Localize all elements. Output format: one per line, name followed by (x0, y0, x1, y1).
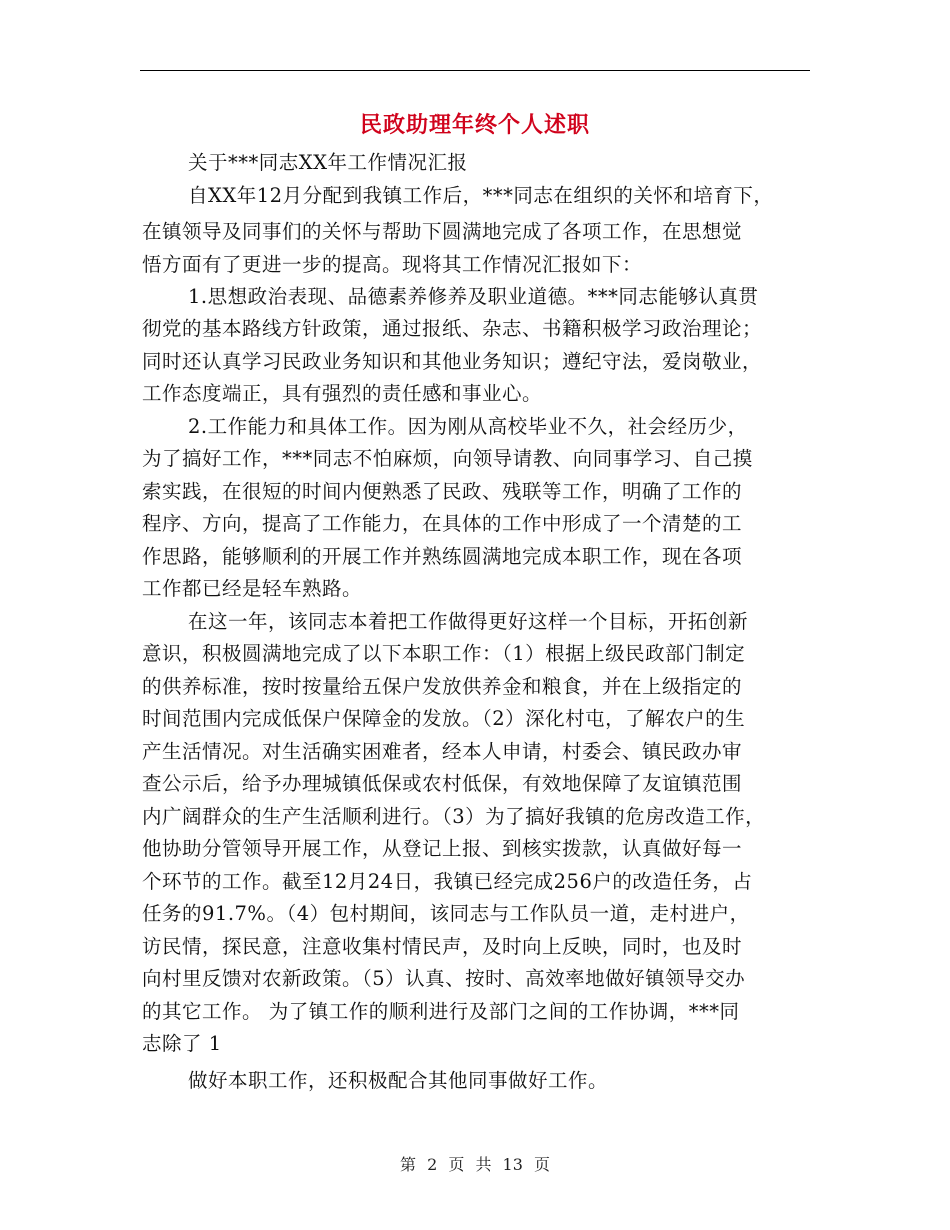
body-line: 索实践，在很短的时间内便熟悉了民政、残联等工作，明确了工作的 (142, 480, 743, 503)
body-line: 志除了 1 (142, 1032, 222, 1055)
body-line: 1.思想政治表现、品德素养修养及职业道德。***同志能够认真贯 (188, 285, 759, 308)
page-footer: 第 2 页 共 13 页 (400, 1155, 550, 1174)
body-line: 工作态度端正，具有强烈的责任感和事业心。 (142, 382, 543, 405)
body-line: 程序、方向，提高了工作能力，在具体的工作中形成了一个清楚的工 (142, 512, 743, 535)
body-line: 访民情，探民意，注意收集村情民声，及时向上反映，同时，也及时 (142, 935, 743, 958)
body-line: 作思路，能够顺利的开展工作并熟练圆满地完成本职工作，现在各项 (142, 545, 743, 568)
header-rule (140, 70, 810, 71)
body-line: 为了搞好工作，***同志不怕麻烦，向领导请教、向同事学习、自己摸 (142, 447, 753, 470)
body-line: 内广阔群众的生产生活顺利进行。（3）为了搞好我镇的危房改造工作， (142, 805, 766, 828)
body-line: 同时还认真学习民政业务知识和其他业务知识；遵纪守法，爱岗敬业， (142, 350, 763, 373)
body-line: 在镇领导及同事们的关怀与帮助下圆满地完成了各项工作，在思想觉 (142, 220, 743, 243)
body-line: 关于***同志XX年工作情况汇报 (188, 151, 468, 174)
body-line: 做好本职工作，还积极配合其他同事做好工作。 (188, 1069, 609, 1092)
body-line: 彻党的基本路线方针政策，通过报纸、杂志、书籍积极学习政治理论； (142, 317, 763, 340)
body-line: 自XX年12月分配到我镇工作后，***同志在组织的关怀和培育下， (188, 184, 774, 207)
body-line: 的供养标准，按时按量给五保户发放供养金和粮食，并在上级指定的 (142, 675, 743, 698)
body-line: 向村里反馈对农新政策。（5）认真、按时、高效率地做好镇领导交办 (142, 967, 746, 990)
body-line: 任务的91.7%。（4）包村期间，该同志与工作队员一道，走村进户， (142, 902, 750, 925)
body-line: 个环节的工作。截至12月24日，我镇已经完成256户的改造任务，占 (142, 870, 753, 893)
body-line: 在这一年，该同志本着把工作做得更好这样一个目标，开拓创新 (188, 610, 749, 633)
body-line: 悟方面有了更进一步的提高。现将其工作情况汇报如下： (142, 253, 643, 276)
body-line: 查公示后，给予办理城镇低保或农村低保，有效地保障了友谊镇范围 (142, 772, 743, 795)
body-line: 2.工作能力和具体工作。因为刚从高校毕业不久，社会经历少， (188, 415, 748, 438)
body-line: 工作都已经是轻车熟路。 (142, 577, 363, 600)
body-line: 产生活情况。对生活确实困难者，经本人申请，村委会、镇民政办审 (142, 740, 743, 763)
body-line: 他协助分管领导开展工作，从登记上报、到核实拨款，认真做好每一 (142, 837, 743, 860)
document-title: 民政助理年终个人述职 (359, 112, 590, 138)
body-line: 时间范围内完成低保户保障金的发放。（2）深化村屯，了解农户的生 (142, 707, 746, 730)
body-line: 的其它工作。 为了镇工作的顺利进行及部门之间的工作协调，***同 (142, 1000, 740, 1023)
body-line: 意识，积极圆满地完成了以下本职工作：（1）根据上级民政部门制定 (142, 642, 746, 665)
